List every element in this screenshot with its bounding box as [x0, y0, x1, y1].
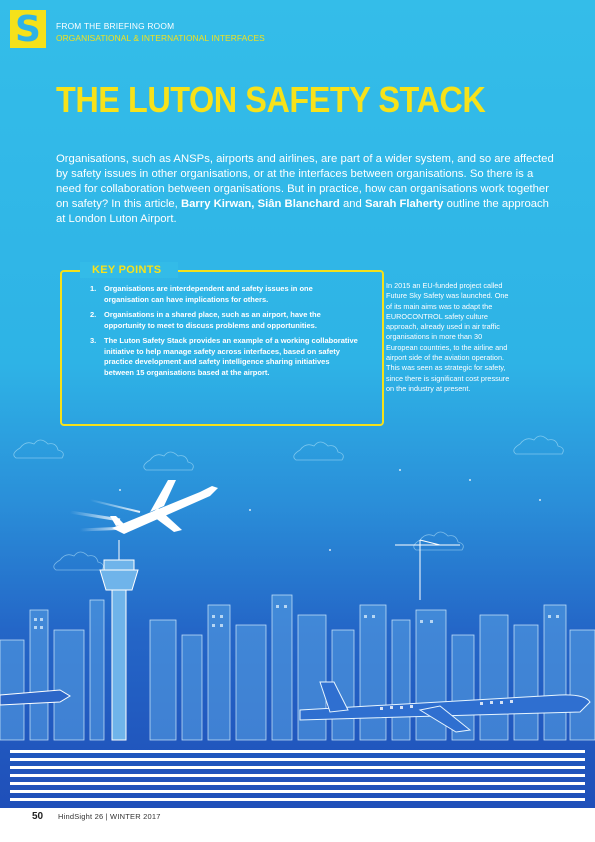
key-point-item	[86, 310, 358, 331]
section-logo	[10, 10, 46, 48]
key-point-number: 2.	[90, 310, 97, 319]
side-column-text: In 2015 an EU-funded project called Future Sky Safety was launched. One of its main aims was to adapt the EUROCONTROL safety culture approach, already used in air traffic organisations in more than 30 European countries, to the airline and airport side of the aviation operation. This was seen as strategic for safety, since there is significant cost pressure on the industry at present.	[386, 281, 510, 393]
airplane-icon	[70, 480, 218, 534]
section-logo-letter: S	[15, 9, 41, 50]
article-title: THE LUTON SAFETY STACK	[56, 79, 486, 120]
key-point-number: 3.	[90, 336, 97, 345]
key-points-list	[86, 284, 358, 383]
key-point-text: Organisations in a shared place, such as an airport, have the opportunity to meet to discuss problems and opportunities.	[104, 310, 321, 330]
intro-end: outline the approach at London Luton Airport.	[56, 198, 549, 225]
city-skyline	[0, 595, 595, 740]
section-label: FROM THE BRIEFING ROOM	[56, 21, 175, 31]
publication-label: HindSight 26 | WINTER 2017	[58, 812, 161, 821]
section-subtitle: ORGANISATIONAL & INTERNATIONAL INTERFACES	[56, 33, 265, 43]
key-points-title: KEY POINTS	[92, 264, 162, 276]
sky-stars	[119, 469, 541, 551]
intro-text: Organisations, such as ANSPs, airports and airlines, are part of a wider system, and so are affected by safety issues in other organisations, or at the interfaces between organisations. So there is a need for collaboration between organisations. But in practice, how can organisations work together on safety? In this article,	[56, 153, 554, 210]
page-number: 50	[32, 811, 44, 822]
key-point-number: 1.	[90, 284, 97, 293]
key-point-text: Organisations are interdependent and safety issues in one organisation can have implications for others.	[104, 284, 313, 304]
article-intro	[56, 152, 556, 227]
city-airport-illustration	[0, 420, 595, 808]
key-point-item	[86, 284, 358, 305]
intro-authors-2: Sarah Flaherty	[364, 198, 444, 210]
key-point-text: The Luton Safety Stack provides an example of a working collaborative initiative to help manage safety across interfaces, based on safety practice development and safety intelligence sharing initiatives between 15 organisations based at the airport.	[104, 336, 358, 377]
key-point-item	[86, 336, 358, 378]
intro-authors-1: Barry Kirwan, Siân Blanchard	[180, 198, 340, 210]
cloud-outlines	[14, 436, 564, 570]
crane-icon	[395, 540, 460, 600]
runway-stripes	[10, 750, 585, 801]
control-tower-icon	[100, 540, 138, 740]
intro-and: and	[342, 198, 362, 210]
